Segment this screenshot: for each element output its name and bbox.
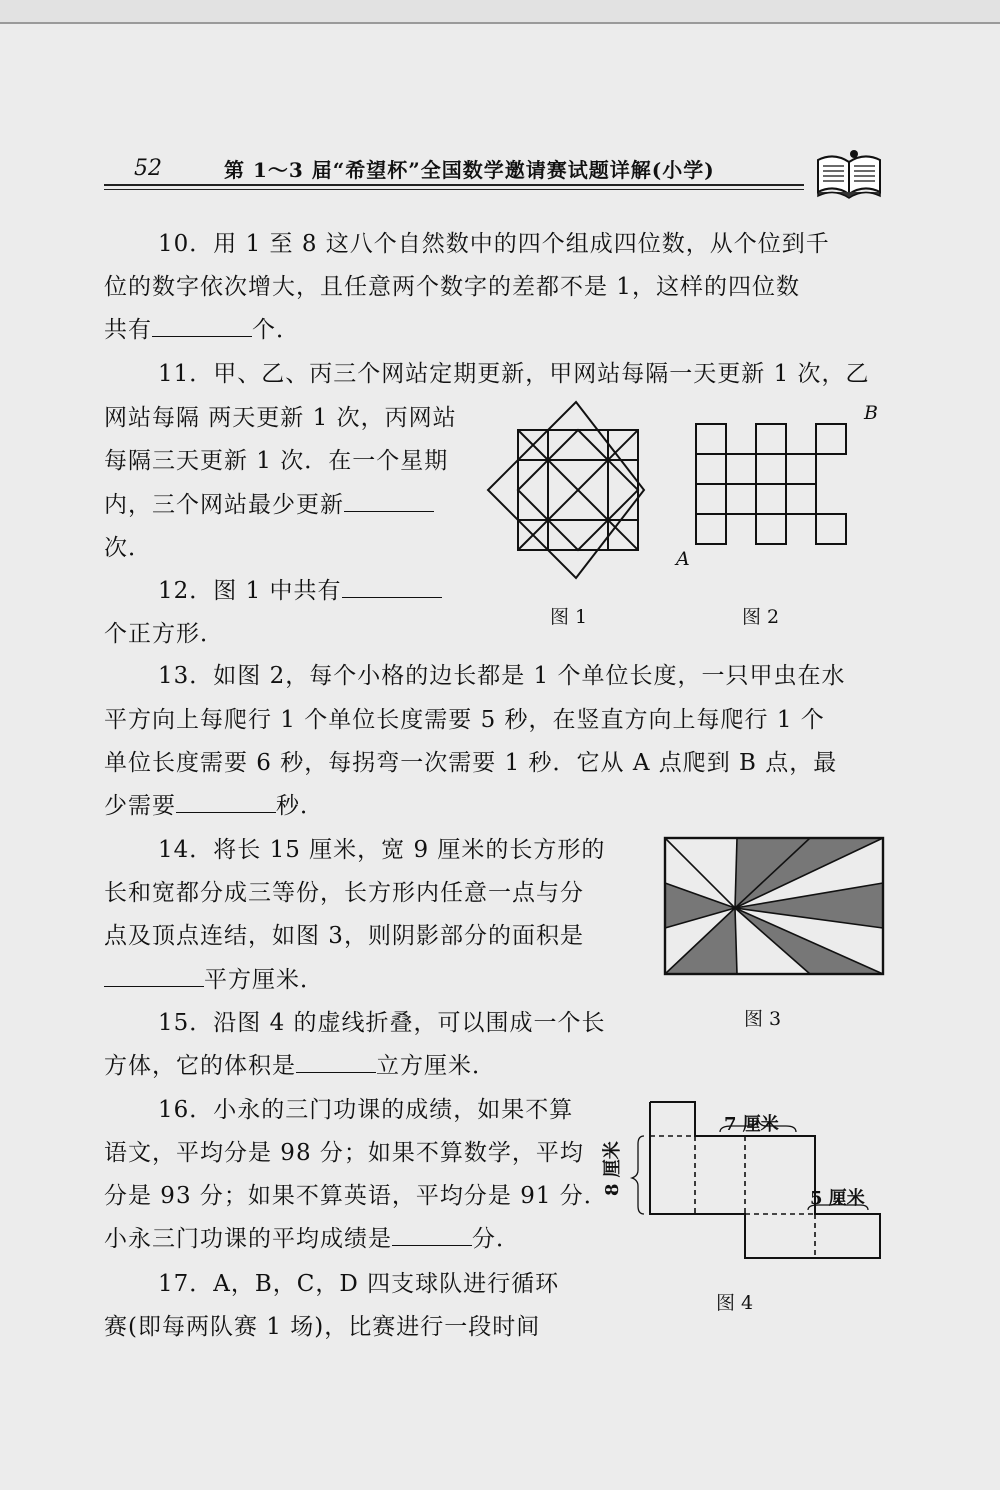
p11-line5: 次．: [104, 535, 152, 561]
open-book-icon: [814, 150, 884, 198]
header-rule: [104, 184, 804, 186]
p14-line4: [104, 964, 324, 996]
answer-blank: [342, 577, 442, 598]
running-title: 第 1～3 届“希望杯”全国数学邀请赛试题详解(小学): [224, 158, 715, 182]
p12-line1: [158, 575, 442, 607]
p13-line2: 平方向上每爬行 1 个单位长度需要 5 秒，在竖直方向上每爬行 1 个: [104, 707, 825, 733]
answer-blank: [176, 792, 276, 813]
p16-line3: 分是 93 分；如果不算英语，平均分是 91 分．: [104, 1183, 608, 1209]
answer-blank: [296, 1052, 376, 1073]
figure-1-caption: 图 1: [550, 606, 588, 628]
figure-4-caption: 图 4: [716, 1292, 754, 1314]
p15-text-a: 方体，它的体积是: [104, 1053, 296, 1079]
figure-3: [665, 838, 883, 974]
figure-2: [696, 424, 856, 548]
p13-text-b: 秒．: [276, 793, 324, 819]
header-rule-thin: [104, 189, 804, 190]
p11-line4: [104, 489, 434, 521]
p11-line3: 每隔三天更新 1 次．在一个星期: [104, 448, 449, 474]
p16-line2: 语文，平均分是 98 分；如果不算数学，平均: [104, 1140, 584, 1166]
p13-line3: 单位长度需要 6 秒，每拐弯一次需要 1 秒．它从 A 点爬到 B 点，最: [104, 750, 838, 776]
p10-text-a: 共有: [104, 317, 152, 343]
p10-line3: [104, 314, 300, 346]
figure-2-caption: 图 2: [742, 606, 780, 628]
p14-line2: 长和宽都分成三等份，长方形内任意一点与分: [104, 880, 584, 906]
p14-line3: 点及顶点连结，如图 3，则阴影部分的面积是: [104, 923, 584, 949]
p13-text-a: 少需要: [104, 793, 176, 819]
answer-blank: [152, 316, 252, 337]
p15-line2: [104, 1050, 496, 1082]
p11-line2: 网站每隔 两天更新 1 次，丙网站: [104, 405, 457, 431]
figure-1: [490, 400, 646, 590]
answer-blank: [392, 1225, 472, 1246]
p16-text-b: 分．: [472, 1226, 520, 1252]
p14-line1: 14．将长 15 厘米，宽 9 厘米的长方形的: [158, 837, 606, 863]
figure-4-label-7: 7 厘米: [724, 1114, 779, 1135]
p17-line1: 17．A，B，C，D 四支球队进行循环: [158, 1271, 560, 1297]
p11-line1: 11．甲、乙、丙三个网站定期更新，甲网站每隔一天更新 1 次，乙: [158, 361, 870, 387]
figure-3-caption: 图 3: [744, 1008, 782, 1030]
p12-text: 12．图 1 中共有: [158, 578, 342, 604]
figure-4-label-8: 8 厘米: [602, 1141, 623, 1196]
p11-text: 内，三个网站最少更新: [104, 492, 344, 518]
p12-line2: 个正方形．: [104, 621, 224, 647]
answer-blank: [344, 491, 434, 512]
page-header: [104, 150, 884, 190]
page-number: 52: [134, 156, 162, 181]
p13-line1: 13．如图 2，每个小格的边长都是 1 个单位长度，一只甲虫在水: [158, 663, 846, 689]
p14-text: 平方厘米．: [204, 967, 324, 993]
p10-line2: 位的数字依次增大，且任意两个数字的差都不是 1，这样的四位数: [104, 274, 800, 300]
p16-text-a: 小永三门功课的平均成绩是: [104, 1226, 392, 1252]
p16-line4: [104, 1223, 520, 1255]
figure-2-label-b: B: [864, 402, 878, 424]
figure-4-label-5: 5 厘米: [810, 1188, 865, 1209]
answer-blank: [104, 966, 204, 987]
p10-line1: 10．用 1 至 8 这八个自然数中的四个组成四位数，从个位到千: [158, 231, 830, 257]
p13-line4: [104, 790, 324, 822]
p16-line1: 16．小永的三门功课的成绩，如果不算: [158, 1097, 574, 1123]
p15-text-b: 立方厘米．: [376, 1053, 496, 1079]
p15-line1: 15．沿图 4 的虚线折叠，可以围成一个长: [158, 1010, 606, 1036]
p10-text-b: 个．: [252, 317, 300, 343]
p17-line2: 赛(即每两队赛 1 场)，比赛进行一段时间: [104, 1314, 541, 1340]
scan-top-edge: [0, 0, 1000, 24]
figure-2-label-a: A: [676, 548, 690, 570]
